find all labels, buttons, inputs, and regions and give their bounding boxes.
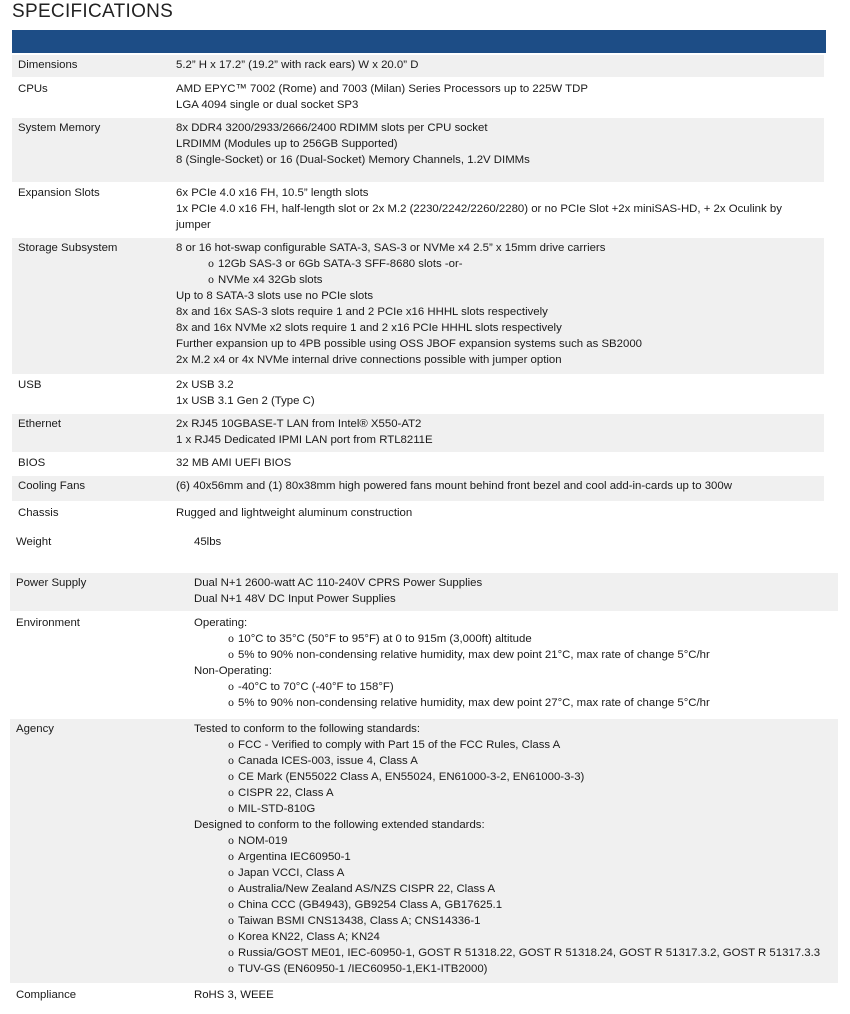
spec-line: 5.2” H x 17.2” (19.2” with rack ears) W x 20.0” D xyxy=(176,59,419,71)
spec-row-dimensions xyxy=(12,55,824,77)
spec-bullet: o NVMe x4 32Gb slots xyxy=(208,274,323,286)
spec-line: 8 or 16 hot-swap configurable SATA-3, SAS-3 or NVMe x4 2.5” x 15mm drive carriers xyxy=(176,242,606,254)
spec-bullet: o Taiwan BSMI CNS13438, Class A; CNS14336-1 xyxy=(228,915,481,927)
spec-row-compliance xyxy=(10,985,838,1009)
spec-line: (6) 40x56mm and (1) 80x38mm high powered fans mount behind front bezel and cool add-in-cards up to 300w xyxy=(176,480,732,492)
spec-label: Agency xyxy=(16,723,54,735)
spec-bullet: o China CCC (GB4943), GB9254 Class A, GB17625.1 xyxy=(228,899,503,911)
spec-bullet: o Canada ICES-003, issue 4, Class A xyxy=(228,755,418,767)
spec-line: 45lbs xyxy=(194,536,222,548)
spec-label: Weight xyxy=(16,536,52,548)
spec-value xyxy=(176,455,291,471)
spec-row-agency xyxy=(10,719,838,983)
spec-bullet: o FCC - Verified to comply with Part 15 of the FCC Rules, Class A xyxy=(228,739,561,751)
spec-value xyxy=(176,81,588,113)
spec-bullet: o Australia/New Zealand AS/NZS CISPR 22, Class A xyxy=(228,883,496,895)
spec-line: 1x USB 3.1 Gen 2 (Type C) xyxy=(176,395,315,407)
spec-label: Storage Subsystem xyxy=(18,242,118,254)
spec-line: LGA 4094 single or dual socket SP3 xyxy=(176,99,359,111)
spec-value xyxy=(176,185,782,233)
spec-line: RoHS 3, WEEE xyxy=(194,989,274,1001)
spec-value xyxy=(194,721,820,977)
spec-label: USB xyxy=(18,379,42,391)
spec-line: 2x M.2 x4 or 4x NVMe internal drive connections possible with jumper option xyxy=(176,354,562,366)
spec-label: Expansion Slots xyxy=(18,187,100,199)
table-header-bar xyxy=(12,30,826,53)
spec-row-cpus xyxy=(12,79,824,117)
spec-label: Power Supply xyxy=(16,577,87,589)
spec-row-cooling-fans xyxy=(12,476,824,501)
spec-bullet: o CISPR 22, Class A xyxy=(228,787,334,799)
spec-bullet: o Argentina IEC60950-1 xyxy=(228,851,351,863)
spec-bullet: o 12Gb SAS-3 or 6Gb SATA-3 SFF-8680 slots -or- xyxy=(208,258,463,270)
spec-row-usb xyxy=(12,375,824,413)
spec-bullet: o Korea KN22, Class A; KN24 xyxy=(228,931,380,943)
spec-value xyxy=(176,240,642,368)
spec-line: 1x PCIe 4.0 x16 FH, half-length slot or 2x M.2 (2230/2242/2260/2280) or no PCIe Slot +2x miniSAS-HD, + 2x Oculink by xyxy=(176,203,782,215)
spec-line: Tested to conform to the following standards: xyxy=(194,723,421,735)
spec-row-environment xyxy=(10,613,838,717)
spec-line: 8x DDR4 3200/2933/2666/2400 RDIMM slots per CPU socket xyxy=(176,122,488,134)
spec-line: 8 (Single-Socket) or 16 (Dual-Socket) Memory Channels, 1.2V DIMMs xyxy=(176,154,530,166)
spec-line: 2x USB 3.2 xyxy=(176,379,234,391)
spec-line: 6x PCIe 4.0 x16 FH, 10.5” length slots xyxy=(176,187,369,199)
spec-bullet: o 10°C to 35°C (50°F to 95°F) at 0 to 915m (3,000ft) altitude xyxy=(228,633,532,645)
spec-line: AMD EPYC™ 7002 (Rome) and 7003 (Milan) Series Processors up to 225W TDP xyxy=(176,83,588,95)
spec-value xyxy=(176,416,433,448)
spec-line: 1 x RJ45 Dedicated IPMI LAN port from RTL8211E xyxy=(176,434,433,446)
spec-label: CPUs xyxy=(18,83,48,95)
spec-bullet: o CE Mark (EN55022 Class A, EN55024, EN61000-3-2, EN61000-3-3) xyxy=(228,771,585,783)
spec-row-ethernet xyxy=(12,414,824,452)
spec-line: 32 MB AMI UEFI BIOS xyxy=(176,457,292,469)
spec-row-system-memory xyxy=(12,118,824,182)
spec-line: jumper xyxy=(176,219,211,231)
spec-label: BIOS xyxy=(18,457,46,469)
spec-value xyxy=(176,377,315,409)
spec-value xyxy=(194,615,710,711)
spec-row-expansion-slots xyxy=(12,183,824,237)
spec-label: Ethernet xyxy=(18,418,62,430)
spec-label: Dimensions xyxy=(18,59,78,71)
spec-bullet: o TUV-GS (EN60950-1 /IEC60950-1,EK1-ITB2000) xyxy=(228,963,488,975)
spec-line: Designed to conform to the following extended standards: xyxy=(194,819,485,831)
spec-bullet: o NOM-019 xyxy=(228,835,288,847)
spec-label: Chassis xyxy=(18,507,59,519)
spec-value xyxy=(194,534,221,550)
spec-row-storage-subsystem xyxy=(12,238,824,374)
spec-row-chassis xyxy=(12,503,824,525)
spec-bullet: o Russia/GOST ME01, IEC-60950-1, GOST R 51318.22, GOST R 51318.24, GOST R 51317.3.2, GOST R 51317.3.3 xyxy=(228,947,821,959)
spec-label: Compliance xyxy=(16,989,77,1001)
spec-line: Dual N+1 2600-watt AC 110-240V CPRS Power Supplies xyxy=(194,577,483,589)
spec-row-power-supply xyxy=(10,573,838,611)
spec-line: Rugged and lightweight aluminum construction xyxy=(176,507,413,519)
spec-row-weight xyxy=(10,532,838,570)
spec-value xyxy=(194,575,482,607)
spec-line: 2x RJ45 10GBASE-T LAN from Intel® X550-AT2 xyxy=(176,418,422,430)
spec-line: Operating: xyxy=(194,617,248,629)
spec-value xyxy=(176,505,412,521)
spec-line: Further expansion up to 4PB possible using OSS JBOF expansion systems such as SB2000 xyxy=(176,338,642,350)
spec-bullet: o 5% to 90% non-condensing relative humidity, max dew point 21°C, max rate of change 5°C/hr xyxy=(228,649,710,661)
spec-label: Cooling Fans xyxy=(18,480,86,492)
spec-bullet: o MIL-STD-810G xyxy=(228,803,316,815)
spec-value xyxy=(176,478,732,494)
spec-row-bios xyxy=(12,453,824,475)
spec-value xyxy=(194,987,274,1003)
spec-line: Non-Operating: xyxy=(194,665,272,677)
spec-bullet: o 5% to 90% non-condensing relative humidity, max dew point 27°C, max rate of change 5°C/hr xyxy=(228,697,710,709)
spec-line: Up to 8 SATA-3 slots use no PCIe slots xyxy=(176,290,374,302)
spec-line: 8x and 16x SAS-3 slots require 1 and 2 PCIe x16 HHHL slots respectively xyxy=(176,306,548,318)
spec-value xyxy=(176,120,530,168)
spec-value xyxy=(176,57,418,73)
spec-bullet: o Japan VCCI, Class A xyxy=(228,867,345,879)
spec-label: Environment xyxy=(16,617,80,629)
page-title: SPECIFICATIONS xyxy=(12,1,174,22)
spec-label: System Memory xyxy=(18,122,101,134)
spec-bullet: o -40°C to 70°C (-40°F to 158°F) xyxy=(228,681,394,693)
spec-line: 8x and 16x NVMe x2 slots require 1 and 2 x16 PCIe HHHL slots respectively xyxy=(176,322,562,334)
spec-line: LRDIMM (Modules up to 256GB Supported) xyxy=(176,138,398,150)
spec-line: Dual N+1 48V DC Input Power Supplies xyxy=(194,593,396,605)
